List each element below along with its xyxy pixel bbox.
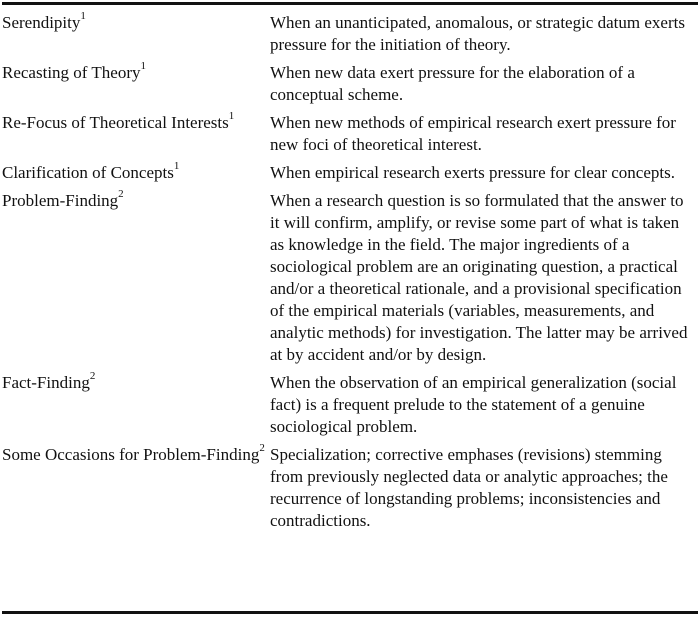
table-bottom-rule [2,611,698,614]
term-cell [2,190,270,212]
term-cell [2,162,270,184]
table-row [2,190,698,366]
footnote-marker: 1 [140,60,146,73]
table-row [2,444,698,532]
table-row [2,62,698,106]
term-cell [2,62,270,84]
definitions-table [2,12,698,538]
term-text: Fact-Finding [2,373,90,392]
definition-cell: When the observation of an empirical generalization (social fact) is a frequent prelude to the statement of a genuine sociological problem. [270,373,677,436]
table-row [2,372,698,438]
definition-cell: When new data exert pressure for the elaboration of a conceptual scheme. [270,63,635,104]
term-cell [2,372,270,394]
term-text: Problem-Finding [2,191,119,210]
definition-cell: Specialization; corrective emphases (revisions) stemming from previously neglected data or analytic approaches; the recurrence of longstanding problems; inconsistencies and contradictions. [270,445,668,530]
definition-cell: When a research question is so formulated that the answer to it will confirm, amplify, or revise some part of what is taken as knowledge in the field. The major ingredients of a sociological problem are an originating question, a practical and/or a theoretical rationale, and a provisional specification of the empirical materials (variables, measurements, and analytic methods) for investigation. The latter may be arrived at by accident and/or by design. [270,191,688,364]
footnote-marker: 2 [259,442,265,455]
definition-cell: When an unanticipated, anomalous, or strategic datum exerts pressure for the initiation of theory. [270,13,685,54]
footnote-marker: 1 [173,160,180,173]
table-row [2,112,698,156]
definition-cell: When new methods of empirical research exert pressure for new foci of theoretical interest. [270,113,676,154]
footnote-marker: 2 [89,370,96,383]
term-text: Clarification of Concepts [2,163,174,182]
table-row [2,162,698,184]
term-text: Re-Focus of Theoretical Interests [2,113,229,132]
footnote-marker: 2 [118,188,124,201]
footnote-marker: 1 [80,10,86,23]
definition-cell: When empirical research exerts pressure for clear concepts. [270,163,675,182]
term-text: Recasting of Theory [2,63,141,82]
term-text: Serendipity [2,13,81,32]
table-top-rule [2,2,698,5]
term-cell [2,12,270,34]
term-cell [2,112,270,134]
footnote-marker: 1 [228,110,235,123]
table-row [2,12,698,56]
term-cell [2,444,270,466]
term-text: Some Occasions for Problem-Finding [2,445,260,464]
